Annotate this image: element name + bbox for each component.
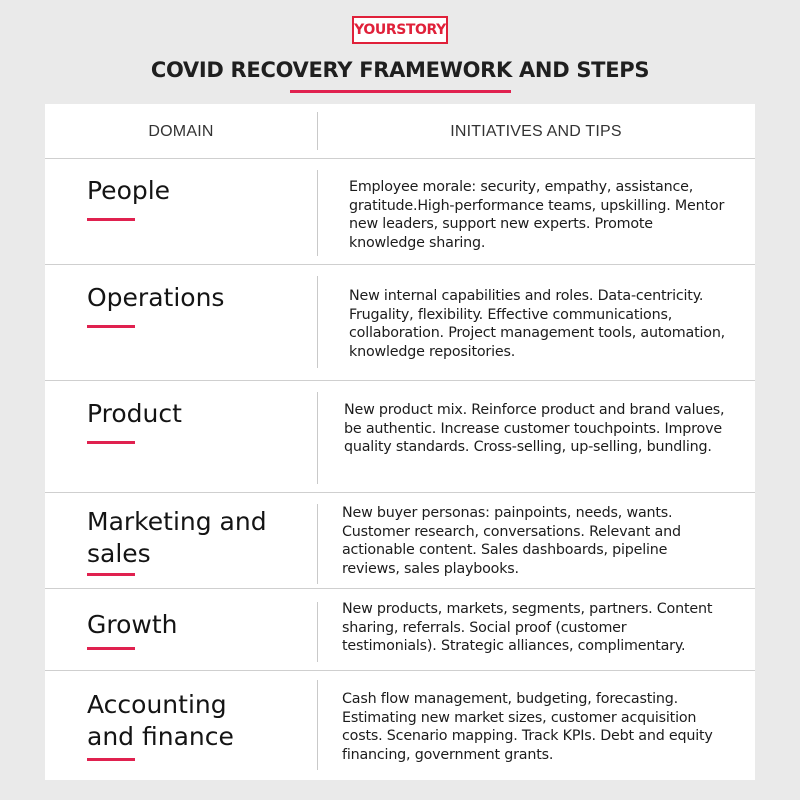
column-divider	[317, 504, 318, 584]
domain-label: Operations	[87, 283, 225, 312]
column-divider	[317, 680, 318, 770]
domain-label: Growth	[87, 610, 178, 639]
domain-label: Accounting and finance	[87, 690, 234, 751]
domain-underline	[87, 325, 135, 328]
title-underline	[290, 90, 511, 93]
domain-underline	[87, 573, 135, 576]
column-divider	[317, 392, 318, 484]
initiatives-text: New buyer personas: painpoints, needs, wants. Customer research, conversations. Relevant and actionable content. Sales dashboards, pipeline reviews, sales playbooks.	[342, 505, 681, 577]
domain-underline	[87, 441, 135, 444]
domain-underline	[87, 758, 135, 761]
initiatives-text: New products, markets, segments, partners. Content sharing, referrals. Social proof (customer testimonials). Strategic alliances, complimentary.	[342, 601, 713, 654]
header-divider	[317, 112, 318, 150]
column-header-initiatives: INITIATIVES AND TIPS	[450, 123, 622, 140]
row-separator	[45, 588, 755, 589]
column-divider	[317, 170, 318, 256]
initiatives-text: New product mix. Reinforce product and brand values, be authentic. Increase customer touchpoints. Improve quality standards. Cross-selling, up-selling, bundling.	[344, 402, 725, 455]
row-separator	[45, 670, 755, 671]
initiatives-text: New internal capabilities and roles. Data-centricity. Frugality, flexibility. Effective communications, collaboration. Project management tools, automation, knowledge repositories.	[349, 288, 726, 360]
page-title: COVID RECOVERY FRAMEWORK AND STEPS	[150, 58, 650, 82]
column-divider	[317, 276, 318, 368]
domain-label: Marketing and sales	[87, 507, 267, 568]
row-separator	[45, 492, 755, 493]
row-separator	[45, 264, 755, 265]
initiatives-text: Employee morale: security, empathy, assistance, gratitude.High-performance teams, upskilling. Mentor new leaders, support new experts. Promote knowledge sharing.	[349, 179, 725, 251]
column-header-domain: DOMAIN	[148, 123, 214, 140]
yourstory-logo[interactable]: YOURSTORY	[352, 16, 448, 44]
domain-label: People	[87, 176, 171, 205]
row-separator	[45, 158, 755, 159]
domain-label: Product	[87, 399, 182, 428]
framework-table	[45, 104, 755, 780]
domain-underline	[87, 218, 135, 221]
column-divider	[317, 602, 318, 662]
domain-underline	[87, 647, 135, 650]
row-separator	[45, 380, 755, 381]
initiatives-text: Cash flow management, budgeting, forecasting. Estimating new market sizes, customer acquisition costs. Scenario mapping. Track KPIs. Debt and equity financing, government grants.	[342, 691, 713, 763]
